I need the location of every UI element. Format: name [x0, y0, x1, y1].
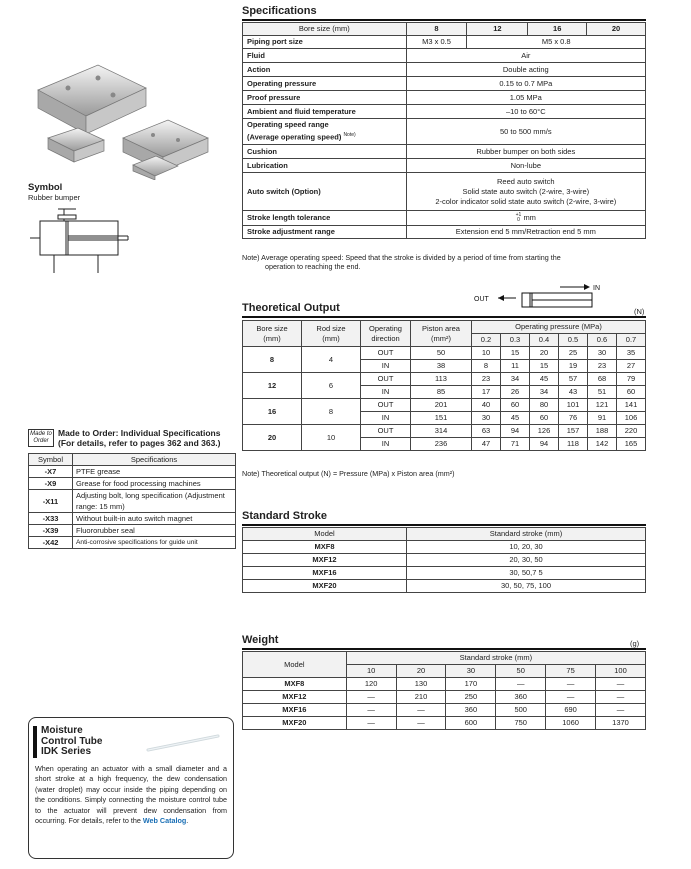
table-row: IN 151 30 45 60 76 91 106	[243, 412, 646, 425]
table-row: MXF16 — — 360 500 690 —	[243, 704, 646, 717]
table-row: MXF20 — — 600 750 1060 1370	[243, 717, 646, 730]
direction-diagram	[468, 282, 608, 312]
moisture-control-box	[28, 717, 234, 859]
table-row: -X7 PTFE grease	[29, 466, 236, 478]
table-row: 8 4 OUT 50 10 15 20 25 30 35	[243, 347, 646, 360]
symbol-title: Symbol	[28, 182, 63, 193]
made-to-order-subtitle: (For details, refer to pages 362 and 363.)	[58, 438, 221, 448]
made-to-order-title: Made to Order: Individual Specifications	[58, 428, 221, 438]
table-row: -X9 Grease for food processing machines	[29, 478, 236, 490]
web-catalog-link[interactable]: Web Catalog	[142, 816, 187, 825]
moisture-text: When operating an actuator with a small diameter and a short stroke at a high frequency, the dew condensation (water droplet) may occur inside the piping depending on the conditions. Simply connecting the moisture control tube to the actuator will prevent dew condensation from occurring. For details, refer to the Web Catalog.	[35, 763, 227, 825]
standard-stroke-table: Model Standard stroke (mm) MXF8 10, 20, 30 MXF12 20, 30, 50 MXF16 30, 50,7 5 MXF20 30, 50, 75, 100	[242, 527, 646, 593]
table-row: MXF16 30, 50,7 5	[243, 567, 646, 580]
made-to-order-section	[28, 428, 236, 549]
specifications-table: Bore size (mm) 8 12 16 20 Piping port size M3 x 0.5 M5 x 0.8 Fluid Air Action Double acting Operating pressure 0.15 to 0.7 MPa Proof pressure 1.05 MPa Ambient and fluid temperature –10 to 60°C Operating speed range (Average operating speed) $^{Note)}$ 50 to 500 mm/s Cushion Rubber bumper on both sides Lubrication Non-lube Auto switch (Option) Reed auto switch Solid state auto switch (2-wire, 3-wire) 2-color indicator solid state auto switch (2-wire, 3-wire) Stroke length tolerance +1 0 mm Stroke adjustment range Extension end 5 mm/Retraction end 5 mm	[242, 22, 646, 239]
made-to-order-badge: Made to Order	[28, 429, 54, 447]
output-table: Bore size (mm) Rod size (mm) Operating direction Piston area (mm²) Operating pressure (MPa) 0.2 0.3 0.4 0.5 0.6 0.7 8 4 OUT 50 10 15 20 25 30 35 IN 38 8 11 15 19 23 27 12 6 OUT 113 23 34 45 57 68 79 IN 85 17 26 34 43 51 60 16 8 OUT 201 40 60 80 101 121 141 IN 151 30 45 60 76 91 106 20 10 OUT 314 63 94 126 157 188 220 IN 236 47 71 94 118 142 165	[242, 320, 646, 451]
table-row: IN 85 17 26 34 43 51 60	[243, 386, 646, 399]
col-symbol: Symbol	[29, 454, 73, 466]
specifications-title: Specifications	[242, 5, 317, 17]
table-row: 20 10 OUT 314 63 94 126 157 188 220	[243, 425, 646, 438]
symbol-subtitle: Rubber bumper	[28, 193, 81, 202]
symbol-diagram	[28, 203, 138, 277]
table-row: -X42 Anti-corrosive specifications for guide unit	[29, 537, 236, 549]
svg-text:OUT: OUT	[474, 296, 489, 303]
table-row: 12 6 OUT 113 23 34 45 57 68 79	[243, 373, 646, 386]
output-unit: (N)	[634, 307, 645, 316]
made-to-order-table	[28, 453, 236, 549]
table-row: MXF20 30, 50, 75, 100	[243, 580, 646, 593]
table-row: MXF12 — 210 250 360 — —	[243, 691, 646, 704]
tube-illustration	[144, 732, 224, 754]
table-row: MXF12 20, 30, 50	[243, 554, 646, 567]
moisture-title: Moisture Control Tube IDK Series	[33, 726, 227, 758]
table-row: MXF8 120 130 170 — — —	[243, 678, 646, 691]
standard-stroke-title: Standard Stroke	[242, 510, 327, 522]
weight-table: Model Standard stroke (mm) 10 20 30 50 75 100 MXF8 120 130 170 — — — MXF12 — 210 250 360 — — MXF16 — — 360 500 690 — MXF20 — — 600 750 1060 1370	[242, 651, 646, 730]
output-title: Theoretical Output	[242, 302, 340, 314]
table-row: IN 38 8 11 15 19 23 27	[243, 360, 646, 373]
product-image	[28, 50, 228, 180]
col-specifications: Specifications	[73, 454, 236, 466]
output-note: Note) Theoretical output (N) = Pressure (MPa) x Piston area (mm²)	[242, 469, 455, 478]
table-row: IN 236 47 71 94 118 142 165	[243, 438, 646, 451]
table-row: -X11 Adjusting bolt, long specification (Adjustment range: 15 mm)	[29, 490, 236, 513]
table-row: MXF8 10, 20, 30	[243, 541, 646, 554]
weight-unit: (g)	[630, 639, 640, 648]
table-row: 16 8 OUT 201 40 60 80 101 121 141	[243, 399, 646, 412]
table-row: -X33 Without built-in auto switch magnet	[29, 513, 236, 525]
table-row: -X39 Fluororubber seal	[29, 525, 236, 537]
svg-text:IN: IN	[593, 285, 600, 292]
specifications-note: Note) Average operating speed: Speed that the stroke is divided by a period of time from starting the operation to reaching the end.	[242, 253, 561, 271]
weight-title: Weight	[242, 634, 279, 646]
